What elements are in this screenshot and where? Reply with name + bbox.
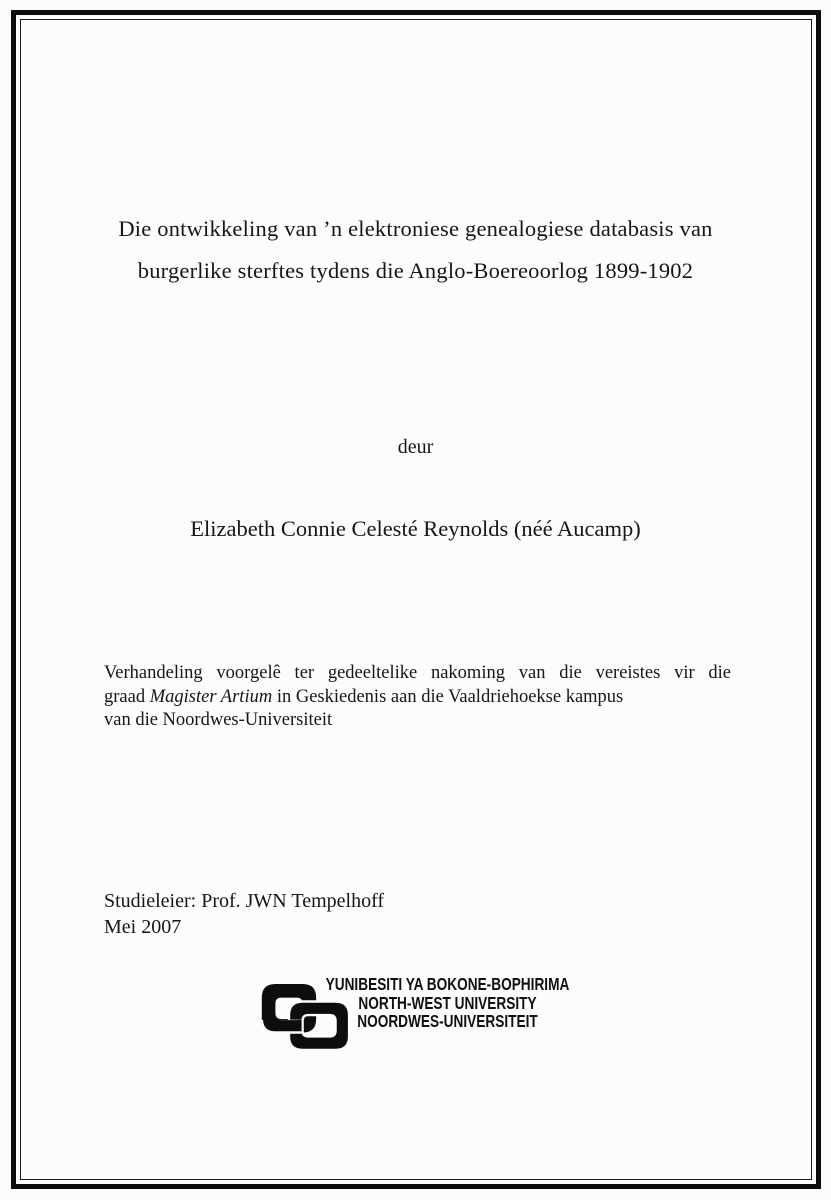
date-line: Mei 2007 [104, 916, 182, 938]
logo-text-line-afrikaans: NOORDWES-UNIVERSITEIT [357, 1011, 538, 1031]
supervisor-line: Studieleier: Prof. JWN Tempelhoff [104, 890, 385, 912]
degree-statement-line-1: Verhandeling voorgelê ter gedeeltelike nakoming van die vereistes vir die [104, 663, 731, 683]
nwu-logo-text [318, 975, 577, 1031]
degree-statement-line-2: graad Magister Artium in Geskiedenis aan die Vaaldriehoekse kampus [104, 686, 624, 707]
thesis-title [100, 208, 731, 292]
logo-text-line-setswana: YUNIBESITI YA BOKONE-BOPHIRIMA [325, 974, 570, 994]
thesis-title-line-1: Die ontwikkeling van ’n elektroniese genealogiese databasis van [118, 216, 713, 241]
degree-statement [104, 662, 731, 733]
logo-text-line-english: NORTH-WEST UNIVERSITY [358, 992, 537, 1013]
supervisor-block [104, 888, 384, 940]
byline-deur: deur [397, 436, 434, 458]
thesis-title-line-2: burgerlike sterftes tydens die Anglo-Boereoorlog 1899-1902 [137, 258, 694, 283]
degree-statement-line-3: van die Noordwes-Universiteit [104, 710, 333, 730]
author-name: Elizabeth Connie Celesté Reynolds (néé Aucamp) [190, 516, 641, 541]
degree-name-italic: Magister Artium [149, 686, 273, 707]
